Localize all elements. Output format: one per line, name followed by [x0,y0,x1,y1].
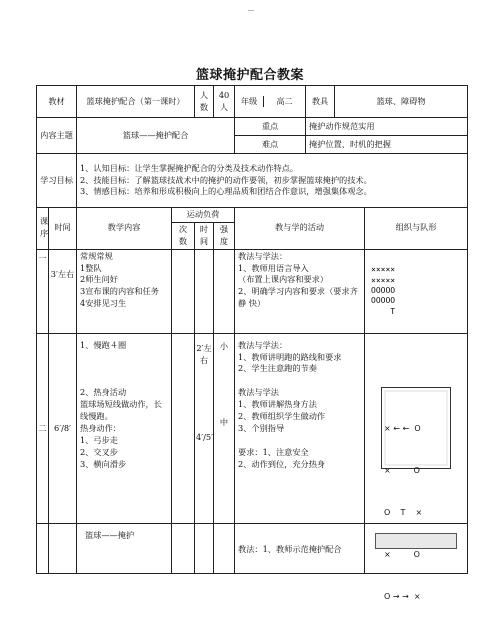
header-organization: 组织与队形 [365,208,468,250]
header-activity: 教与学的活动 [235,208,365,250]
goal-item: 1、认知目标：让学生掌握掩护配合的分类及技术动作特点。 [80,162,299,173]
header-duration: 时间 [195,222,214,249]
header-mark [248,10,254,11]
part-three-content: 篮球——掩护 [77,523,172,573]
part-two-time: 6′/8′ [49,333,77,523]
part-one-times [172,249,195,333]
grade-label [235,86,306,118]
goal-item: 2、技能目标：了解篮球技战术中的掩护的动作要领，初步掌握篮球掩护的技术。 [80,174,372,185]
count-value: 40人 [214,86,235,118]
part-one-formation: ××××× ××××× OOOOO OOOOO T [365,249,468,333]
part-two-activity: 教法与学法： 1、教师讲明跑的路线和要求 2、学生注意跑的节奏 教法与学法 1、教师讲解热身方法 2、教师组织学生做动作 3、个别指导 要求：1、注意安全 2、动作到位，充分热身 [235,333,365,523]
goals-list [77,154,468,208]
diagram-line: O T × [384,508,423,518]
header-times: 次数 [172,222,195,249]
part-three-time [49,523,77,573]
diagram-line: × O [384,466,420,476]
diagram-line: × O [384,550,420,560]
header-intensity: 强度 [214,222,235,249]
part-one-content: 常规常规 1整队 2师生问好 3宣布课的内容和任务 4安排见习生 [77,249,172,333]
content-value: 篮球——掩护配合 [77,118,235,154]
part-one-row [37,249,468,333]
diagram-line: × ← ← O [384,424,421,434]
equipment-value: 篮球、障碍物 [335,86,468,118]
content-label: 内容主题 [37,118,77,154]
header-time: 时间 [49,208,77,250]
part-three-duration [195,523,214,573]
part-two-times [172,333,195,523]
page-title: 篮球掩护配合教案 [195,68,304,83]
header-row [37,208,468,223]
material-row [37,86,468,118]
part-three-index [37,523,49,573]
part-one-duration [195,249,214,333]
part-two-organization [365,333,468,602]
part-three-intensity [214,523,235,573]
grade-label-text: 年级 [240,95,258,106]
part-two-content: 1、慢跑４圈 2、热身活动 篮球场短线做动作，长线慢跑。 热身动作： 1、弓步走 2、交叉步 3、横向滑步 [77,333,172,523]
header-part: 课序 [37,208,49,250]
material-label: 教材 [37,86,77,118]
part-two-index: 二 [37,333,49,523]
part-two-intensity: 小 中 [214,333,235,523]
warmup-diagram-text [384,394,422,632]
difficulty-value: 掩护位置、时机的把握 [306,136,468,154]
key-value: 掩护动作规范实用 [306,118,468,136]
goals-row [37,154,468,208]
part-two-duration: 2′左右 4′/5′ [195,333,214,523]
part-one-intensity [214,249,235,333]
count-label: 人数 [195,86,214,118]
part-three-activity: 教法：1、教师示范掩护配合 [235,523,365,573]
equipment-label: 教具 [306,86,335,118]
header-content: 教学内容 [77,208,172,250]
part-one-index: 一 [37,249,49,333]
warmup-diagram [381,387,451,602]
part-one-time: 3′左右 [49,249,77,333]
lesson-plan-table [36,85,468,602]
part-two-row [37,333,468,523]
goals-label: 学习目标 [37,154,77,208]
difficulty-label: 难点 [235,136,306,154]
key-label: 重点 [235,118,306,136]
part-one-activity: 教法与学法： 1、教师用语言导入 （布置上课内容和要求） 2、明确学习内容和要求（要求齐 静 快） [235,249,365,333]
part-three-times [172,523,195,573]
diagram-line: O → → × [384,592,421,602]
goal-item: 3、情感目标：培养和形成积极向上的心理品质和团结合作意识，增强集体观念。 [80,186,372,197]
grade-value: 高二 [263,96,305,108]
material-value: 篮球掩护配合（第一课时） [77,86,195,118]
content-row-key [37,118,468,136]
header-load: 运动负荷 [172,208,235,223]
